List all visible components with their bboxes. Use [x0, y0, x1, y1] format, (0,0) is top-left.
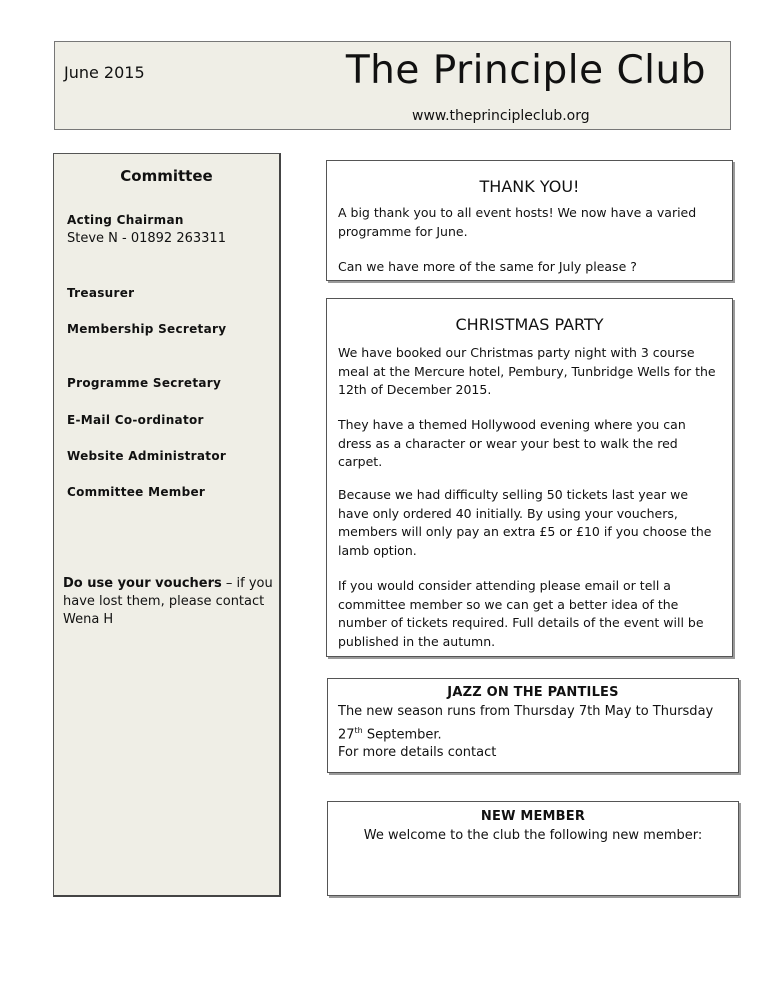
thank-you-body	[338, 204, 716, 241]
thank-you-title: THANK YOU!	[479, 177, 580, 196]
jazz-line-season: The new season runs from Thursday 7th May to Thursday	[338, 704, 714, 719]
new-member-title: NEW MEMBER	[480, 809, 586, 824]
jazz-title: JAZZ ON THE PANTILES	[447, 685, 619, 700]
acting-chairman-contact: Steve N - 01892 263311	[67, 231, 226, 246]
new-member-article	[327, 801, 739, 896]
role-acting-chairman: Acting Chairman	[67, 213, 184, 227]
thank-you-followup	[338, 258, 716, 277]
christmas-party-article	[326, 298, 733, 657]
club-website-url: www.theprincipleclub.org	[412, 108, 590, 124]
voucher-note-bold: Do use your vouchers	[63, 576, 222, 591]
role-membership-secretary: Membership Secretary	[67, 322, 227, 336]
role-committee-member: Committee Member	[67, 485, 206, 499]
voucher-note-text: – if you have lost them, please contact Wena H	[63, 576, 273, 627]
party-paragraph-theme: They have a themed Hollywood evening where you can dress as a character or wear your best to walk the red carpet.	[338, 417, 686, 469]
thank-you-paragraph: A big thank you to all event hosts! We now have a varied programme for June.	[338, 205, 697, 239]
christmas-party-title: CHRISTMAS PARTY	[455, 315, 604, 334]
jazz-end-day: 27	[338, 726, 355, 742]
role-treasurer: Treasurer	[67, 286, 135, 300]
role-programme-secretary: Programme Secretary	[67, 376, 222, 390]
jazz-line-contact: For more details contact	[338, 745, 497, 761]
party-paragraph-attending: If you would consider attending please email or tell a committee member so we can get a better idea of the number of tickets required. Full details of the event will be published in the autumn.	[338, 578, 704, 649]
thank-you-paragraph: Can we have more of the same for July please ?	[338, 259, 637, 274]
committee-heading: Committee	[120, 167, 213, 185]
role-email-coordinator: E-Mail Co-ordinator	[67, 413, 204, 427]
thank-you-article	[326, 160, 733, 281]
jazz-body	[338, 703, 733, 763]
jazz-end-day-suffix: th	[354, 725, 363, 735]
role-website-administrator: Website Administrator	[67, 449, 227, 463]
jazz-end-month: September.	[362, 726, 442, 742]
committee-sidebar	[53, 153, 281, 897]
new-member-text: We welcome to the club the following new member:	[363, 828, 703, 843]
masthead	[54, 41, 731, 130]
voucher-note	[63, 575, 275, 629]
jazz-article	[327, 678, 739, 773]
party-paragraph-tickets: Because we had difficulty selling 50 tickets last year we have only ordered 40 initially. By using your vouchers, members will only pay an extra £5 or £10 if you choose the lamb option.	[338, 487, 712, 558]
issue-date: June 2015	[64, 63, 145, 82]
club-title: The Principle Club	[345, 48, 706, 93]
party-paragraph-booking: We have booked our Christmas party night with 3 course meal at the Mercure hotel, Pembury, Tunbridge Wells for the 12th of December 2015.	[338, 345, 716, 397]
jazz-line-end-date	[338, 722, 733, 745]
